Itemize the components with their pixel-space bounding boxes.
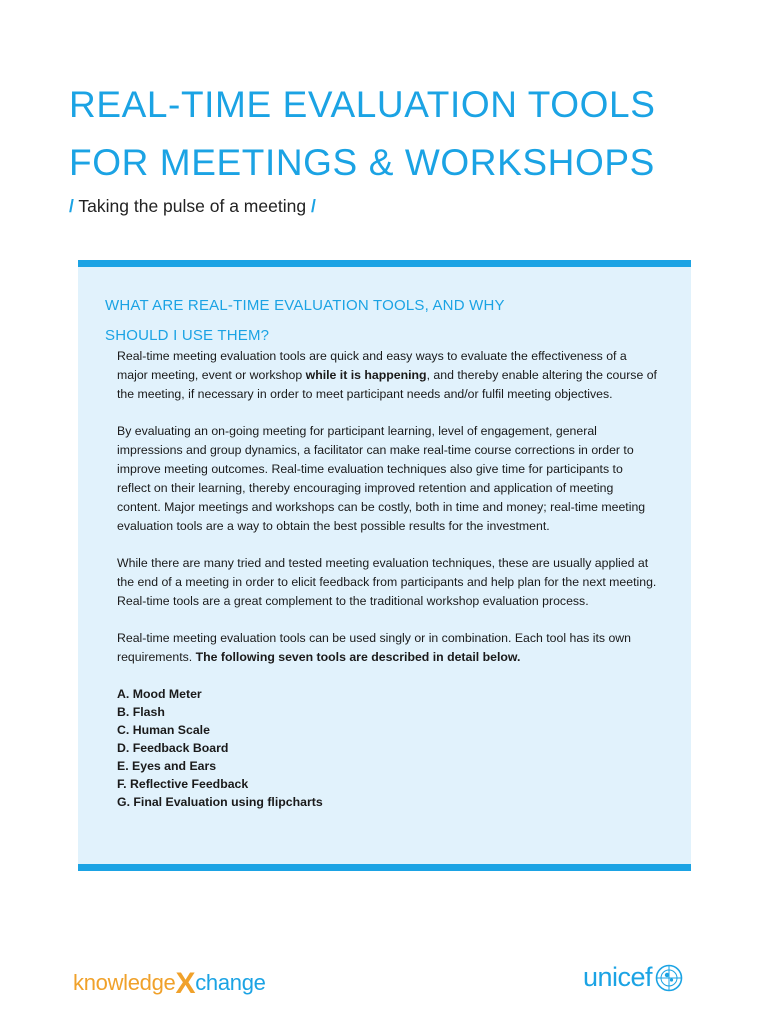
tool-list-item: F. Reflective Feedback	[117, 777, 249, 791]
paragraph-intro-bold: while it is happening	[305, 368, 427, 382]
subtitle-slash-left: /	[69, 196, 74, 216]
box-heading	[105, 291, 665, 351]
logo-kx-x: X	[175, 967, 196, 1000]
paragraph-intro-text-1: Real-time meeting evaluation tools are quick and easy ways to evaluate the effectiveness of a major meeting, event or workshop	[117, 349, 627, 382]
tool-list-item: E. Eyes and Ears	[117, 759, 217, 773]
logo-kx-part-3: change	[195, 970, 266, 995]
tool-list	[117, 685, 657, 811]
paragraph-benefits: By evaluating an on-going meeting for participant learning, level of engagement, general impressions and group dynamics, a facilitator can make real-time course corrections in order to improve meeting outcomes. Real-time evaluation techniques also give time for participants to reflect on their learning, thereby encouraging improved retention and application of meeting content. Major meetings and workshops can be costly, both in time and money; real-time meeting evaluation tools are a way to obtain the best possible results for the investment.	[117, 424, 646, 533]
page-title	[69, 76, 729, 192]
paragraph-intro	[117, 347, 657, 404]
tool-list-item: C. Human Scale	[117, 723, 210, 737]
logo-kx-part-1: knowledge	[73, 970, 176, 995]
unicef-logo	[583, 962, 684, 993]
paragraph-tools-intro	[117, 629, 657, 667]
knowledge-exchange-logo	[73, 964, 266, 998]
subtitle	[69, 196, 316, 217]
paragraph-intro-text-2: , and thereby enable altering the course of the meeting, if necessary in order to meet participant needs and/or fulfil meeting objectives.	[117, 368, 657, 401]
box-heading-line-1: WHAT ARE REAL-TIME EVALUATION TOOLS, AND WHY	[105, 297, 505, 314]
page-title-line-2: FOR MEETINGS & WORKSHOPS	[69, 142, 655, 183]
tool-list-item: A. Mood Meter	[117, 687, 202, 701]
tool-list-item: D. Feedback Board	[117, 741, 229, 755]
subtitle-text: Taking the pulse of a meeting	[73, 196, 311, 216]
paragraph-tools-intro-text: Real-time meeting evaluation tools can be used singly or in combination. Each tool has its own requirements.	[117, 631, 632, 664]
info-box	[78, 260, 691, 871]
subtitle-slash-right: /	[310, 196, 316, 216]
paragraph-complement: While there are many tried and tested meeting evaluation techniques, these are usually applied at the end of a meeting in order to elicit feedback from participants and help plan for the next meeting. Real-time tools are a great complement to the traditional workshop evaluation process.	[117, 556, 657, 608]
tool-list-item: B. Flash	[117, 705, 165, 719]
unicef-wordmark: unicef	[583, 962, 653, 992]
box-body	[117, 347, 657, 811]
paragraph-tools-intro-bold: The following seven tools are described in detail below.	[195, 650, 521, 664]
box-heading-line-2: SHOULD I USE THEM?	[105, 327, 270, 344]
unicef-emblem-icon	[654, 963, 684, 993]
tool-list-item: G. Final Evaluation using flipcharts	[117, 795, 323, 809]
page-title-line-1: REAL-TIME EVALUATION TOOLS	[69, 84, 656, 125]
